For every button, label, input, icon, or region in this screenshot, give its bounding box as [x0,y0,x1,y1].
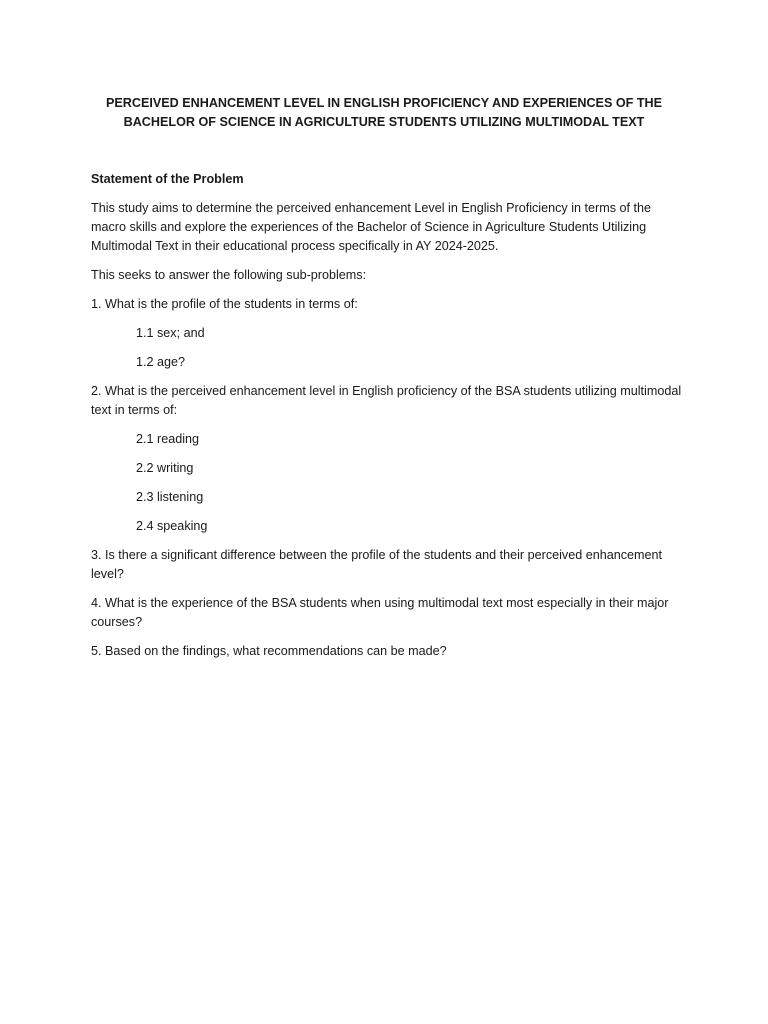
question-2-item: 2.4 speaking [136,519,208,533]
question-2-item: 2.2 writing [136,461,194,475]
lead-in-paragraph: This seeks to answer the following sub-problems: [91,268,367,282]
section-heading: Statement of the Problem [91,172,244,186]
document-title: PERCEIVED ENHANCEMENT LEVEL IN ENGLISH PROFICIENCY AND EXPERIENCES OF THE BACHELOR OF SCIENCE IN AGRICULTURE STUDENTS UTILIZING MULTIMODAL TEXT [105,96,663,129]
question-4: 4. What is the experience of the BSA students when using multimodal text most especially in their major courses? [91,596,669,629]
question-3: 3. Is there a significant difference between the profile of the students and their perceived enhancement level? [91,548,663,581]
question-1-item: 1.2 age? [136,355,186,369]
question-2: 2. What is the perceived enhancement level in English proficiency of the BSA students utilizing multimodal text in terms of: [91,384,682,417]
question-2-item: 2.3 listening [136,490,204,504]
question-2-item: 2.1 reading [136,432,200,446]
question-1-item: 1.1 sex; and [136,326,205,340]
question-5: 5. Based on the findings, what recommendations can be made? [91,644,447,658]
intro-paragraph: This study aims to determine the perceived enhancement Level in English Proficiency in terms of the macro skills and explore the experiences of the Bachelor of Science in Agriculture Students Utilizing Multimodal Text in their educational process specifically in AY 2024-2025. [91,201,652,253]
question-1: 1. What is the profile of the students in terms of: [91,297,358,311]
